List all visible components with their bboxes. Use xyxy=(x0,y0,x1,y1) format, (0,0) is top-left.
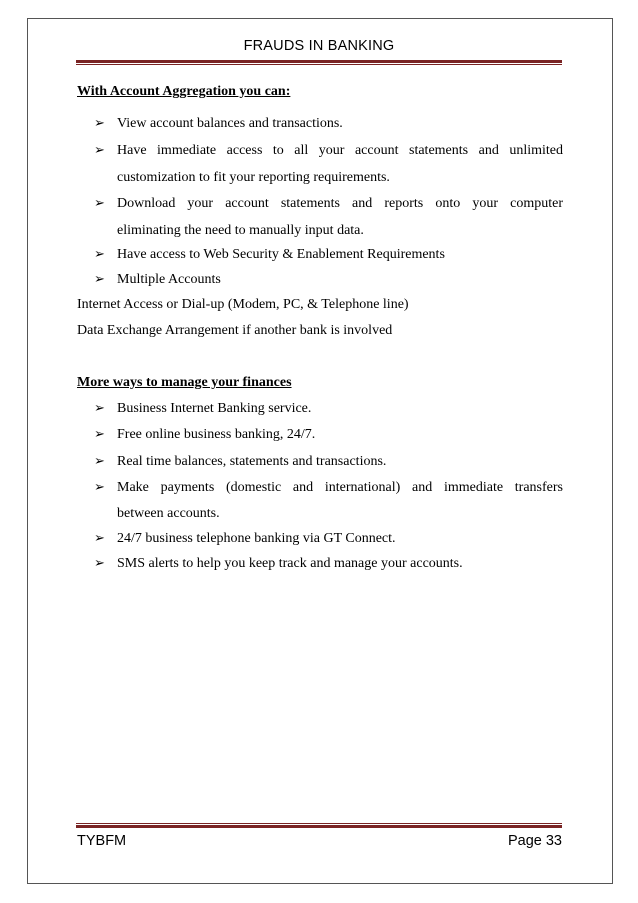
arrow-bullet-icon: ➢ xyxy=(94,272,105,287)
footer-page-number: Page 33 xyxy=(507,833,562,849)
arrow-bullet-icon: ➢ xyxy=(94,480,105,495)
list-item-text-continued: customization to fit your reporting requirements. xyxy=(117,170,390,185)
list-item-text: 24/7 business telephone banking via GT Connect. xyxy=(117,531,396,546)
list-item-text: Download your account statements and reports onto your computer xyxy=(117,196,563,211)
list-item-text: Free online business banking, 24/7. xyxy=(117,427,316,442)
arrow-bullet-icon: ➢ xyxy=(94,196,105,211)
section-heading-manage-finances: More ways to manage your finances xyxy=(77,375,292,390)
arrow-bullet-icon: ➢ xyxy=(94,143,105,158)
paragraph-line: Internet Access or Dial-up (Modem, PC, & Telephone line) xyxy=(77,297,409,312)
header-rule xyxy=(76,60,562,63)
header-rule-thin xyxy=(76,64,562,65)
list-item-text: Real time balances, statements and transactions. xyxy=(117,454,387,469)
footer-rule xyxy=(76,825,562,828)
arrow-bullet-icon: ➢ xyxy=(94,531,105,546)
arrow-bullet-icon: ➢ xyxy=(94,556,105,571)
arrow-bullet-icon: ➢ xyxy=(94,454,105,469)
list-item-text: View account balances and transactions. xyxy=(117,116,343,131)
footer-rule-thin xyxy=(76,823,562,824)
arrow-bullet-icon: ➢ xyxy=(94,247,105,262)
list-item-text-continued: between accounts. xyxy=(117,506,220,521)
list-item-text: Have immediate access to all your account statements and unlimited xyxy=(117,143,563,158)
page-header-title: FRAUDS IN BANKING xyxy=(243,38,395,54)
list-item-text: SMS alerts to help you keep track and manage your accounts. xyxy=(117,556,463,571)
list-item-text: Multiple Accounts xyxy=(117,272,221,287)
paragraph-line: Data Exchange Arrangement if another bank is involved xyxy=(77,323,393,338)
section-heading-account-aggregation: With Account Aggregation you can: xyxy=(77,84,291,99)
list-item-text-continued: eliminating the need to manually input data. xyxy=(117,223,364,238)
footer-course-label: TYBFM xyxy=(77,833,127,849)
list-item-text: Make payments (domestic and international) and immediate transfers xyxy=(117,480,563,495)
list-item-text: Business Internet Banking service. xyxy=(117,401,312,416)
arrow-bullet-icon: ➢ xyxy=(94,116,105,131)
arrow-bullet-icon: ➢ xyxy=(94,401,105,416)
list-item-text: Have access to Web Security & Enablement Requirements xyxy=(117,247,445,262)
arrow-bullet-icon: ➢ xyxy=(94,427,105,442)
